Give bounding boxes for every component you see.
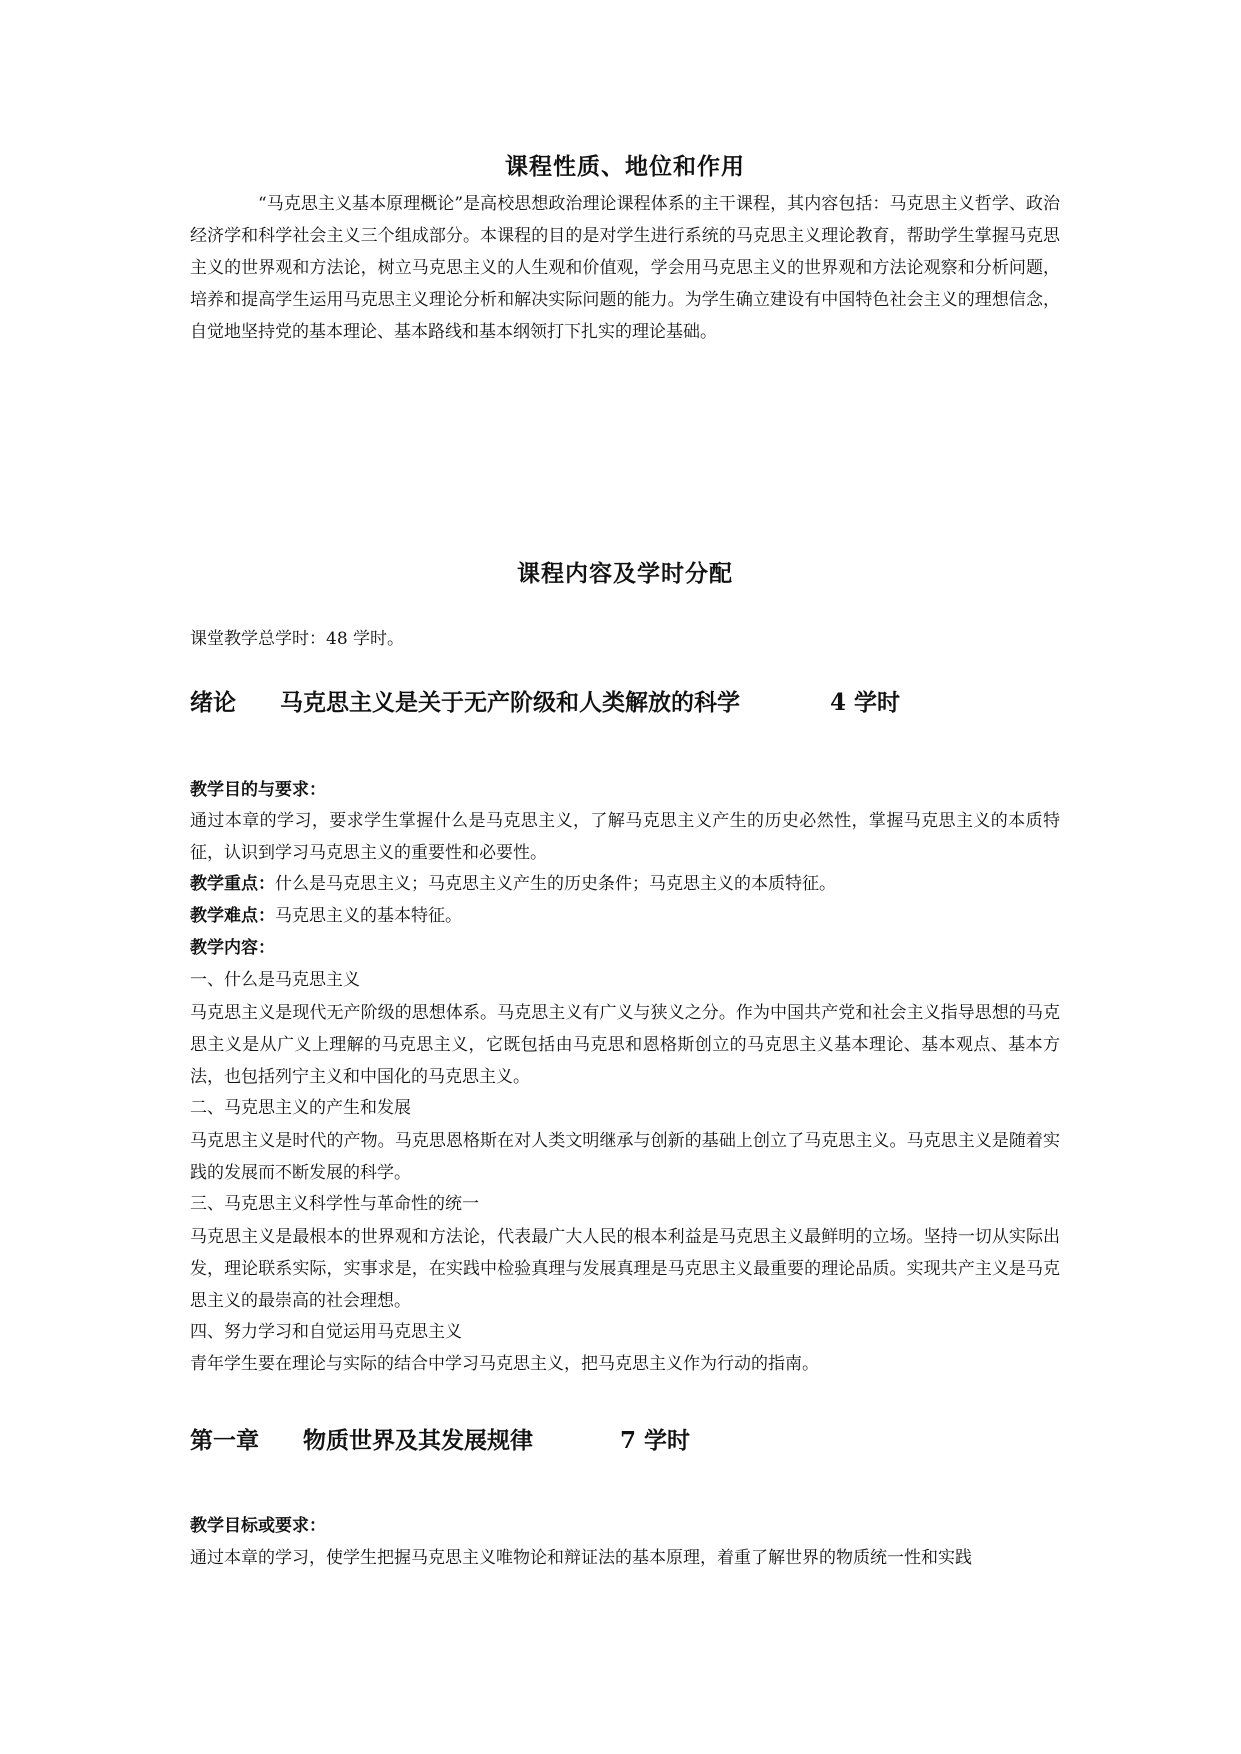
intro-item-heading-1: 一、什么是马克思主义 [190, 970, 360, 990]
section-title-nature: 课程性质、地位和作用 [505, 153, 745, 180]
intro-item-heading-3: 三、马克思主义科学性与革命性的统一 [190, 1194, 479, 1214]
intro-item-heading-4: 四、努力学习和自觉运用马克思主义 [190, 1322, 462, 1342]
chapter1-heading-label: 第一章 [190, 1427, 259, 1454]
intro-key-points [190, 869, 1060, 899]
intro-content-label: 教学内容： [190, 938, 275, 958]
chapter1-heading-title: 物质世界及其发展规律 [303, 1427, 533, 1454]
chapter1-heading-hours: 7 学时 [620, 1427, 691, 1454]
chapter1-heading [190, 1422, 1060, 1455]
intro-item-heading-2: 二、马克思主义的产生和发展 [190, 1098, 411, 1118]
intro-item-text-1: 马克思主义是现代无产阶级的思想体系。马克思主义有广义与狭义之分。作为中国共产党和社会主义指导思想的马克思主义是从广义上理解的马克思主义，它既包括由马克思和恩格斯创立的马克思主义基本理论、基本观点、基本方法，也包括列宁主义和中国化的马克思主义。 [190, 1003, 1060, 1087]
course-nature-paragraph: “马克思主义基本原理概论”是高校思想政治理论课程体系的主干课程，其内容包括：马克思主义哲学、政治经济学和科学社会主义三个组成部分。本课程的目的是对学生进行系统的马克思主义理论教育，帮助学生掌握马克思主义的世界观和方法论，树立马克思主义的人生观和价值观，学会用马克思主义的世界观和方法论观察和分析问题，培养和提高学生运用马克思主义理论分析和解决实际问题的能力。为学生确立建设有中国特色社会主义的理想信念，自觉地坚持党的基本理论、基本路线和基本纲领打下扎实的理论基础。 [190, 194, 1060, 342]
intro-goal-text: 通过本章的学习，要求学生掌握什么是马克思主义，了解马克思主义产生的历史必然性，掌握马克思主义的本质特征，认识到学习马克思主义的重要性和必要性。 [190, 811, 1060, 863]
intro-heading-title: 马克思主义是关于无产阶级和人类解放的科学 [280, 689, 740, 716]
total-hours-text: 课堂教学总学时：48 学时。 [190, 629, 405, 649]
intro-difficult-points [190, 901, 1060, 931]
intro-difficult-text: 马克思主义的基本特征。 [275, 906, 462, 926]
intro-heading-hours: 4 学时 [830, 689, 901, 716]
intro-item-text-3: 马克思主义是最根本的世界观和方法论，代表最广大人民的根本利益是马克思主义最鲜明的立场。坚持一切从实际出发，理论联系实际，实事求是，在实践中检验真理与发展真理是马克思主义最重要的理论品质。实现共产主义是马克思主义的最崇高的社会理想。 [190, 1227, 1060, 1311]
intro-difficult-label: 教学难点： [190, 906, 275, 926]
intro-key-label: 教学重点： [190, 874, 275, 894]
intro-heading-label: 绪论 [190, 689, 236, 716]
chapter1-goal-text: 通过本章的学习，使学生把握马克思主义唯物论和辩证法的基本原理，着重了解世界的物质统一性和实践 [190, 1548, 972, 1568]
intro-key-text: 什么是马克思主义；马克思主义产生的历史条件；马克思主义的本质特征。 [275, 874, 836, 894]
chapter1-goal-label: 教学目标或要求： [190, 1516, 326, 1536]
intro-chapter-heading [190, 684, 1060, 717]
section-title-content: 课程内容及学时分配 [517, 560, 733, 587]
intro-item-text-2: 马克思主义是时代的产物。马克思恩格斯在对人类文明继承与创新的基础上创立了马克思主义。马克思主义是随着实践的发展而不断发展的科学。 [190, 1131, 1060, 1183]
intro-goal-label: 教学目的与要求： [190, 780, 326, 800]
intro-item-text-4: 青年学生要在理论与实际的结合中学习马克思主义，把马克思主义作为行动的指南。 [190, 1354, 819, 1374]
